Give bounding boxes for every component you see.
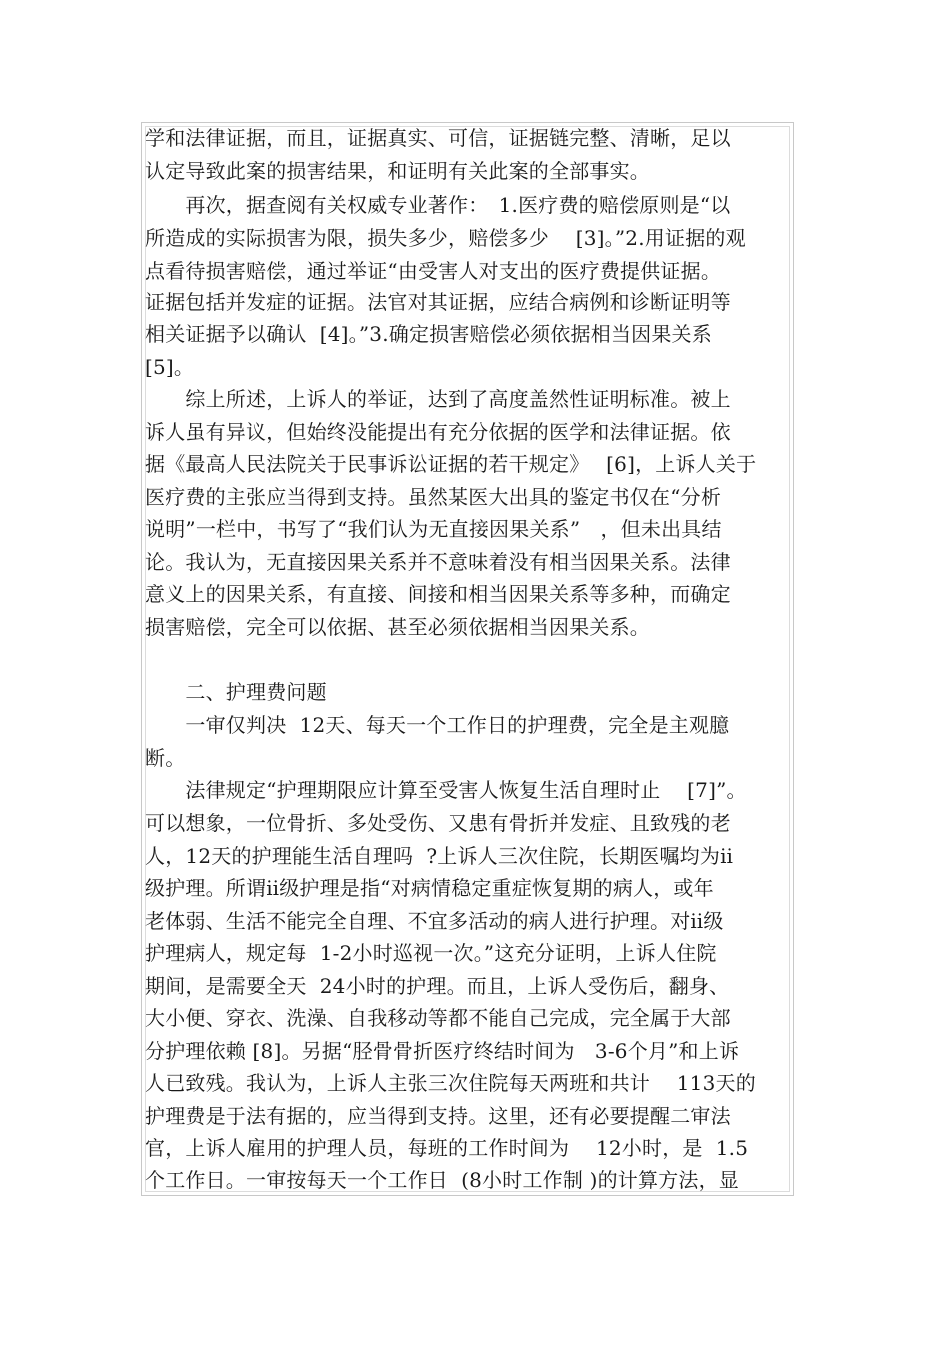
text-line: 综上所述，上诉人的举证，达到了高度盖然性证明标准。被上 (145, 387, 731, 411)
text-line: 大小便、穿衣、洗澡、自我移动等都不能自己完成，完全属于大部 (145, 1006, 731, 1030)
text-line: 所造成的实际损害为限，损失多少，赔偿多少 [3]。”2.用证据的观 (145, 226, 746, 250)
text-line: 据《最高人民法院关于民事诉讼证据的若干规定》 [6]，上诉人关于 (145, 452, 757, 476)
text-line: 断。 (145, 746, 186, 770)
text-line: 可以想象，一位骨折、多处受伤、又患有骨折并发症、且致残的老 (145, 811, 731, 835)
text-line: [5]。 (145, 355, 195, 379)
text-line: 论。我认为，无直接因果关系并不意味着没有相当因果关系。法律 (145, 550, 731, 574)
text-line: 点看待损害赔偿，通过举证“由受害人对支出的医疗费提供证据。 (145, 259, 722, 283)
page-border (141, 122, 794, 1196)
text-line: 个工作日。一审按每天一个工作日 (8小时工作制 )的计算方法，显 (145, 1168, 740, 1192)
text-line: 人已致残。我认为，上诉人主张三次住院每天两班和共计 113天的 (145, 1071, 756, 1095)
text-line: 再次，据查阅有关权威专业著作： 1.医疗费的赔偿原则是“以 (145, 193, 731, 217)
text-line: 法律规定“护理期限应计算至受害人恢复生活自理时止 [7]”。 (145, 778, 747, 802)
text-line: 相关证据予以确认 [4]。”3.确定损害赔偿必须依据相当因果关系 (145, 322, 712, 346)
text-line: 人，12天的护理能生活自理吗 ?上诉人三次住院，长期医嘱均为ⅱ (145, 844, 734, 868)
text-line: 老体弱、生活不能完全自理、不宜多活动的病人进行护理。对ⅱ级 (145, 909, 724, 933)
text-line: 认定导致此案的损害结果，和证明有关此案的全部事实。 (145, 159, 650, 183)
text-line: 损害赔偿，完全可以依据、甚至必须依据相当因果关系。 (145, 615, 650, 639)
text-line: 期间，是需要全天 24小时的护理。而且，上诉人受伤后，翻身、 (145, 974, 730, 998)
text-line: 证据包括并发症的证据。法官对其证据，应结合病例和诊断证明等 (145, 290, 731, 314)
text-line: 学和法律证据，而且，证据真实、可信，证据链完整、清晰，足以 (145, 126, 731, 150)
section-heading: 二、护理费问题 (145, 680, 327, 704)
text-line: 诉人虽有异议，但始终没能提出有充分依据的医学和法律证据。依 (145, 420, 731, 444)
text-line: 一审仅判决 12天、每天一个工作日的护理费，完全是主观臆 (145, 713, 730, 737)
text-line: 医疗费的主张应当得到支持。虽然某医大出具的鉴定书仅在“分析 (145, 485, 722, 509)
text-line: 说明”一栏中，书写了“我们认为无直接因果关系” ，但未出具结 (145, 517, 722, 541)
text-line: 官，上诉人雇用的护理人员，每班的工作时间为 12小时，是 1.5 (145, 1136, 749, 1160)
text-line: 护理病人，规定每 1-2小时巡视一次。”这充分证明，上诉人住院 (145, 941, 717, 965)
text-line: 级护理。所谓ⅱ级护理是指“对病情稳定重症恢复期的病人，或年 (145, 876, 714, 900)
text-line: 意义上的因果关系，有直接、间接和相当因果关系等多种，而确定 (145, 582, 731, 606)
text-line: 分护理依赖 [8]。另据“胫骨骨折医疗终结时间为 3-6个月”和上诉 (145, 1039, 740, 1063)
text-line: 护理费是于法有据的，应当得到支持。这里，还有必要提醒二审法 (145, 1104, 731, 1128)
